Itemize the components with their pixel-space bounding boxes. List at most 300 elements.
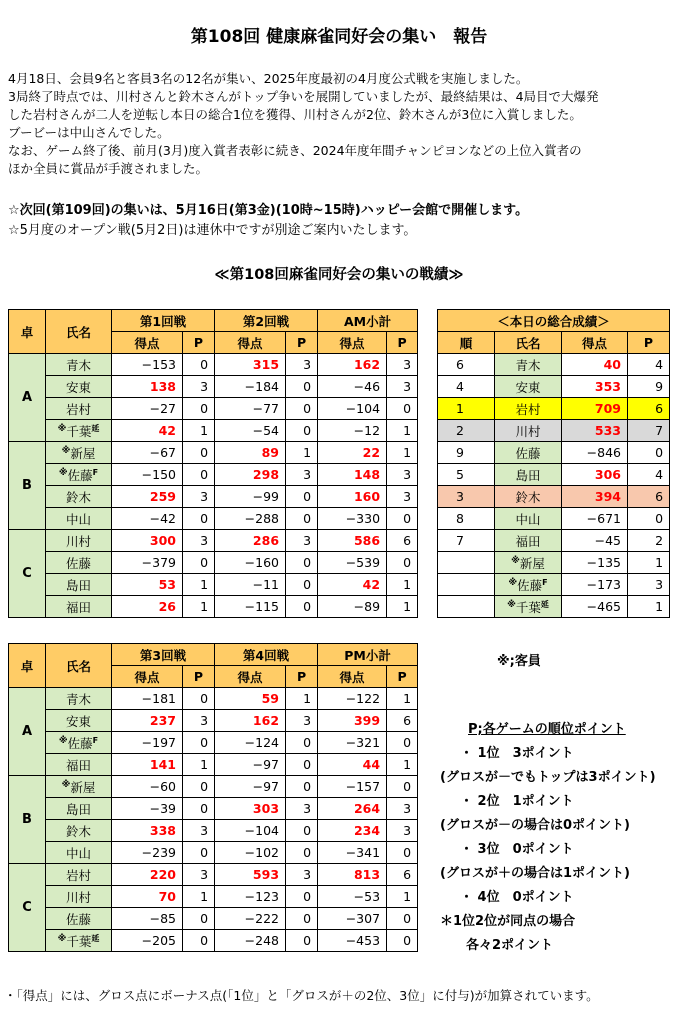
score-cell: 399: [318, 710, 387, 732]
points-cell: 0: [286, 552, 318, 574]
table-row: [9, 864, 418, 886]
score-cell: −45: [562, 530, 628, 552]
score-cell: −54: [215, 420, 286, 442]
score-cell: 42: [318, 574, 387, 596]
score-cell: −39: [112, 798, 183, 820]
points-cell: 0: [183, 508, 215, 530]
player-name-cell: [46, 886, 112, 908]
player-name-cell: [46, 798, 112, 820]
points-cell: 1: [387, 442, 418, 464]
table-row: [9, 530, 418, 552]
score-cell: −77: [215, 398, 286, 420]
player-name: 佐藤: [65, 911, 91, 927]
guest-mark: ※: [58, 735, 68, 746]
score-cell: −539: [318, 552, 387, 574]
score-cell: −12: [318, 420, 387, 442]
guest-mark: ※: [58, 467, 68, 478]
points-cell: 1: [628, 596, 670, 618]
score-cell: 394: [562, 486, 628, 508]
score-cell: 709: [562, 398, 628, 420]
score-cell: 22: [318, 442, 387, 464]
score-cell: −135: [562, 552, 628, 574]
player-name: 青木: [515, 357, 541, 373]
score-cell: −123: [215, 886, 286, 908]
score-cell: 138: [112, 376, 183, 398]
rank-cell: 9: [438, 442, 495, 464]
table-group-label: B: [9, 776, 46, 864]
page-title: 第108回 健康麻雀同好会の集い 報告: [190, 27, 488, 47]
score-cell: 338: [112, 820, 183, 842]
player-name-cell: [495, 442, 562, 464]
player-name: 島田: [65, 577, 91, 593]
report-line: ほか全員に賞品が手渡されました。: [8, 161, 209, 176]
score-cell: −321: [318, 732, 387, 754]
points-cell: 3: [286, 354, 318, 376]
player-name: 中山: [515, 511, 541, 527]
player-mark: F: [92, 467, 99, 477]
score-cell: −239: [112, 842, 183, 864]
score-cell: 533: [562, 420, 628, 442]
guest-note: ※;客員: [497, 654, 541, 669]
player-mark: 延: [91, 933, 100, 943]
points-cell: 0: [387, 398, 418, 420]
score-subheader: 得点: [215, 666, 286, 688]
player-name: 新屋: [519, 555, 545, 571]
score-cell: 26: [112, 596, 183, 618]
player-name-cell: [46, 864, 112, 886]
points-rule-line: ・ 2位 1ポイント: [460, 794, 574, 809]
player-name: 福田: [65, 757, 91, 773]
rank-cell: 5: [438, 464, 495, 486]
name-column-header: 氏名: [495, 332, 562, 354]
score-cell: −153: [112, 354, 183, 376]
score-cell: 593: [215, 864, 286, 886]
points-rules-note: [438, 718, 656, 958]
table-row: [438, 552, 670, 574]
table-column-header: 卓: [9, 644, 46, 688]
score-cell: −99: [215, 486, 286, 508]
am-results-table: [8, 309, 418, 618]
score-cell: 160: [318, 486, 387, 508]
score-cell: 300: [112, 530, 183, 552]
score-cell: −104: [215, 820, 286, 842]
score-cell: −89: [318, 596, 387, 618]
score-cell: −379: [112, 552, 183, 574]
score-cell: −46: [318, 376, 387, 398]
player-name: 千葉: [66, 423, 92, 439]
table-row: [438, 398, 670, 420]
points-cell: 1: [387, 754, 418, 776]
points-cell: 3: [286, 530, 318, 552]
points-cell: 0: [183, 688, 215, 710]
points-cell: 0: [183, 930, 215, 952]
table-row: [438, 574, 670, 596]
player-name-cell: [495, 552, 562, 574]
table-row: [438, 486, 670, 508]
points-cell: 0: [183, 776, 215, 798]
points-rule-line: ＊1位2位が同点の場合: [440, 914, 576, 929]
points-cell: 0: [286, 508, 318, 530]
points-cell: 0: [183, 842, 215, 864]
points-cell: 1: [183, 886, 215, 908]
table-row: [9, 798, 418, 820]
score-cell: −97: [215, 754, 286, 776]
score-cell: 59: [215, 688, 286, 710]
table-group-label: A: [9, 688, 46, 776]
table-row: [9, 398, 418, 420]
points-cell: 0: [387, 776, 418, 798]
points-cell: 0: [286, 596, 318, 618]
score-cell: −124: [215, 732, 286, 754]
game-header: PM小計: [318, 644, 418, 666]
table-row: [9, 776, 418, 798]
table-row: [438, 508, 670, 530]
pm-results-table: [8, 643, 418, 952]
table-row: [9, 376, 418, 398]
score-cell: −85: [112, 908, 183, 930]
player-name: 佐藤: [517, 577, 543, 593]
points-cell: 0: [387, 930, 418, 952]
points-cell: 3: [183, 376, 215, 398]
player-name-cell: [46, 552, 112, 574]
table-row: [438, 464, 670, 486]
player-name: 鈴木: [65, 823, 91, 839]
score-cell: 813: [318, 864, 387, 886]
score-cell: −453: [318, 930, 387, 952]
points-cell: 1: [628, 552, 670, 574]
points-cell: 0: [286, 908, 318, 930]
points-cell: 6: [628, 486, 670, 508]
table-row: [9, 688, 418, 710]
guest-mark: ※: [507, 599, 516, 610]
score-cell: −846: [562, 442, 628, 464]
player-name-cell: [495, 420, 562, 442]
player-name: 川村: [65, 533, 91, 549]
points-cell: 0: [286, 776, 318, 798]
player-name: 安東: [65, 713, 91, 729]
report-text: [8, 70, 673, 178]
player-name-cell: [46, 688, 112, 710]
player-name-cell: [495, 398, 562, 420]
game-header: AM小計: [318, 310, 418, 332]
points-cell: 9: [628, 376, 670, 398]
points-cell: 0: [387, 732, 418, 754]
player-name: 岩村: [65, 401, 91, 417]
rank-cell: 4: [438, 376, 495, 398]
score-cell: −465: [562, 596, 628, 618]
points-cell: 3: [387, 464, 418, 486]
points-cell: 0: [387, 908, 418, 930]
score-cell: −60: [112, 776, 183, 798]
rank-cell: 6: [438, 354, 495, 376]
points-cell: 0: [183, 732, 215, 754]
player-name: 青木: [65, 357, 91, 373]
points-cell: 0: [286, 486, 318, 508]
player-name-cell: [46, 596, 112, 618]
rank-cell: [438, 596, 495, 618]
score-subheader: 得点: [215, 332, 286, 354]
score-cell: 298: [215, 464, 286, 486]
table-group-label: C: [9, 864, 46, 952]
points-cell: 1: [286, 442, 318, 464]
score-cell: −53: [318, 886, 387, 908]
score-cell: 234: [318, 820, 387, 842]
player-name-cell: [495, 508, 562, 530]
points-cell: 4: [628, 354, 670, 376]
points-cell: 1: [387, 886, 418, 908]
table-row: [9, 552, 418, 574]
overall-results-title: ＜本日の総合成績＞: [438, 310, 670, 332]
points-cell: 6: [387, 710, 418, 732]
player-name: 川村: [65, 889, 91, 905]
guest-mark: ※: [511, 555, 520, 566]
points-cell: 3: [286, 710, 318, 732]
player-name: 安東: [515, 379, 541, 395]
player-name-cell: [46, 442, 112, 464]
points-cell: 2: [628, 530, 670, 552]
player-name-cell: [46, 376, 112, 398]
score-cell: 148: [318, 464, 387, 486]
points-cell: 0: [286, 930, 318, 952]
results-section-title: ≪第108回麻雀同好会の集いの戦績≫: [214, 267, 464, 283]
score-cell: −42: [112, 508, 183, 530]
table-row: [9, 354, 418, 376]
player-mark: 延: [91, 423, 100, 433]
points-subheader: P: [286, 332, 318, 354]
points-cell: 3: [183, 710, 215, 732]
report-line: 3局終了時点では、川村さんと鈴木さんがトップ争いを展開していましたが、最終結果は、4局目で大爆発: [8, 89, 599, 104]
score-cell: −341: [318, 842, 387, 864]
score-subheader: 得点: [318, 666, 387, 688]
game-header: 第1回戦: [112, 310, 215, 332]
player-name: 中山: [65, 511, 91, 527]
points-rule-line: (グロスが－の場合は0ポイント): [440, 818, 630, 833]
rank-cell: 7: [438, 530, 495, 552]
player-mark: F: [542, 577, 548, 587]
table-row: [9, 732, 418, 754]
player-name-cell: [46, 508, 112, 530]
points-cell: 0: [286, 420, 318, 442]
points-cell: 0: [286, 754, 318, 776]
table-row: [9, 420, 418, 442]
points-cell: 0: [286, 842, 318, 864]
player-name-cell: [46, 354, 112, 376]
points-cell: 3: [387, 798, 418, 820]
player-name-cell: [46, 908, 112, 930]
score-cell: −671: [562, 508, 628, 530]
rank-cell: 3: [438, 486, 495, 508]
points-cell: 0: [387, 552, 418, 574]
points-rule-line: ・ 1位 3ポイント: [460, 746, 574, 761]
score-cell: 264: [318, 798, 387, 820]
name-column-header: 氏名: [46, 644, 112, 688]
score-column-header: 得点: [562, 332, 628, 354]
table-row: [9, 442, 418, 464]
player-name: 新屋: [70, 779, 96, 795]
score-subheader: 得点: [112, 666, 183, 688]
points-cell: 0: [286, 574, 318, 596]
table-row: [9, 820, 418, 842]
report-line: ブービーは中山さんでした。: [8, 125, 170, 140]
score-cell: 303: [215, 798, 286, 820]
score-cell: −173: [562, 574, 628, 596]
player-name: 佐藤: [67, 735, 93, 751]
table-group-label: C: [9, 530, 46, 618]
points-cell: 3: [183, 486, 215, 508]
table-row: [9, 596, 418, 618]
rank-cell: 2: [438, 420, 495, 442]
table-row: [9, 464, 418, 486]
player-name: 新屋: [70, 445, 96, 461]
open-match-notice: ☆5月度のオープン戦(5月2日)は連休中ですが別途ご案内いたします。: [8, 223, 417, 238]
points-cell: 1: [387, 688, 418, 710]
player-name-cell: [495, 530, 562, 552]
score-cell: −248: [215, 930, 286, 952]
player-name: 千葉: [66, 933, 92, 949]
next-meeting-notice: ☆次回(第109回)の集いは、5月16日(第3金)(10時~15時)ハッピー会館で開催します。: [8, 203, 529, 218]
player-name-cell: [46, 930, 112, 952]
points-cell: 3: [387, 820, 418, 842]
score-cell: 353: [562, 376, 628, 398]
table-row: [9, 486, 418, 508]
score-cell: −205: [112, 930, 183, 952]
points-cell: 0: [286, 886, 318, 908]
table-row: [9, 908, 418, 930]
guest-mark: ※: [61, 445, 71, 456]
table-group-label: A: [9, 354, 46, 442]
table-row: [438, 420, 670, 442]
rank-column-header: 順: [438, 332, 495, 354]
points-cell: 1: [387, 596, 418, 618]
score-cell: −67: [112, 442, 183, 464]
points-cell: 1: [183, 420, 215, 442]
player-name-cell: [46, 754, 112, 776]
table-row: [9, 508, 418, 530]
points-cell: 0: [286, 376, 318, 398]
table-row: [438, 354, 670, 376]
score-cell: 237: [112, 710, 183, 732]
rank-cell: [438, 574, 495, 596]
points-cell: 7: [628, 420, 670, 442]
score-cell: 89: [215, 442, 286, 464]
player-name-cell: [46, 732, 112, 754]
points-cell: 3: [286, 798, 318, 820]
points-subheader: P: [183, 332, 215, 354]
score-cell: −181: [112, 688, 183, 710]
player-name-cell: [495, 464, 562, 486]
points-cell: 0: [286, 732, 318, 754]
player-name-cell: [46, 820, 112, 842]
points-cell: 0: [183, 398, 215, 420]
guest-mark: ※: [57, 423, 67, 434]
table-row: [9, 842, 418, 864]
points-cell: 3: [183, 530, 215, 552]
score-cell: 44: [318, 754, 387, 776]
points-cell: 0: [387, 508, 418, 530]
player-mark: F: [92, 735, 99, 745]
footnote: ・「得点」には、グロス点にボーナス点(「1位」と「グロスが＋の2位、3位」に付与)が加算されています。: [4, 988, 599, 1003]
player-name-cell: [495, 354, 562, 376]
points-cell: 0: [286, 398, 318, 420]
points-cell: 0: [183, 552, 215, 574]
points-cell: 1: [183, 754, 215, 776]
player-name-cell: [46, 776, 112, 798]
score-cell: −97: [215, 776, 286, 798]
player-name: 岩村: [515, 401, 541, 417]
player-name-cell: [495, 376, 562, 398]
points-cell: 0: [183, 798, 215, 820]
player-mark: 延: [540, 599, 549, 609]
table-row: [9, 886, 418, 908]
player-name-cell: [46, 464, 112, 486]
game-header: 第3回戦: [112, 644, 215, 666]
points-cell: 3: [286, 864, 318, 886]
score-cell: −157: [318, 776, 387, 798]
points-cell: 6: [387, 864, 418, 886]
player-name: 鈴木: [515, 489, 541, 505]
score-cell: −222: [215, 908, 286, 930]
score-cell: −288: [215, 508, 286, 530]
score-cell: −122: [318, 688, 387, 710]
points-cell: 0: [183, 464, 215, 486]
player-name: 青木: [65, 691, 91, 707]
player-name: 島田: [515, 467, 541, 483]
points-cell: 0: [183, 908, 215, 930]
score-cell: −27: [112, 398, 183, 420]
player-name: 佐藤: [67, 467, 93, 483]
score-cell: 141: [112, 754, 183, 776]
report-line: なお、ゲーム終了後、前月(3月)度入賞者表彰に続き、2024年度年間チャンピヨンなどの上位入賞者の: [8, 143, 582, 158]
points-subheader: P: [183, 666, 215, 688]
score-cell: 53: [112, 574, 183, 596]
points-cell: 0: [183, 442, 215, 464]
player-name: 岩村: [65, 867, 91, 883]
points-rule-line: (グロスが－でもトップは3ポイント): [440, 770, 656, 785]
player-name: 中山: [65, 845, 91, 861]
score-cell: −307: [318, 908, 387, 930]
points-cell: 1: [387, 420, 418, 442]
score-cell: 220: [112, 864, 183, 886]
score-cell: −11: [215, 574, 286, 596]
score-cell: −197: [112, 732, 183, 754]
points-cell: 3: [387, 486, 418, 508]
player-name: 福田: [65, 599, 91, 615]
points-subheader: P: [286, 666, 318, 688]
points-cell: 6: [387, 530, 418, 552]
rank-cell: [438, 552, 495, 574]
score-cell: 315: [215, 354, 286, 376]
player-name-cell: [495, 596, 562, 618]
table-row: [438, 596, 670, 618]
points-rule-line: ・ 3位 0ポイント: [460, 842, 574, 857]
player-name-cell: [46, 842, 112, 864]
points-rules-title: P;各ゲームの順位ポイント: [468, 722, 626, 737]
table-row: [438, 442, 670, 464]
points-subheader: P: [387, 666, 418, 688]
guest-mark: ※: [57, 933, 67, 944]
table-row: [9, 574, 418, 596]
points-cell: 1: [183, 574, 215, 596]
points-subheader: P: [387, 332, 418, 354]
score-cell: 42: [112, 420, 183, 442]
score-cell: 259: [112, 486, 183, 508]
rank-cell: 8: [438, 508, 495, 530]
score-cell: −104: [318, 398, 387, 420]
player-name: 福田: [515, 533, 541, 549]
points-cell: 3: [628, 574, 670, 596]
name-column-header: 氏名: [46, 310, 112, 354]
player-name: 千葉: [515, 599, 541, 615]
